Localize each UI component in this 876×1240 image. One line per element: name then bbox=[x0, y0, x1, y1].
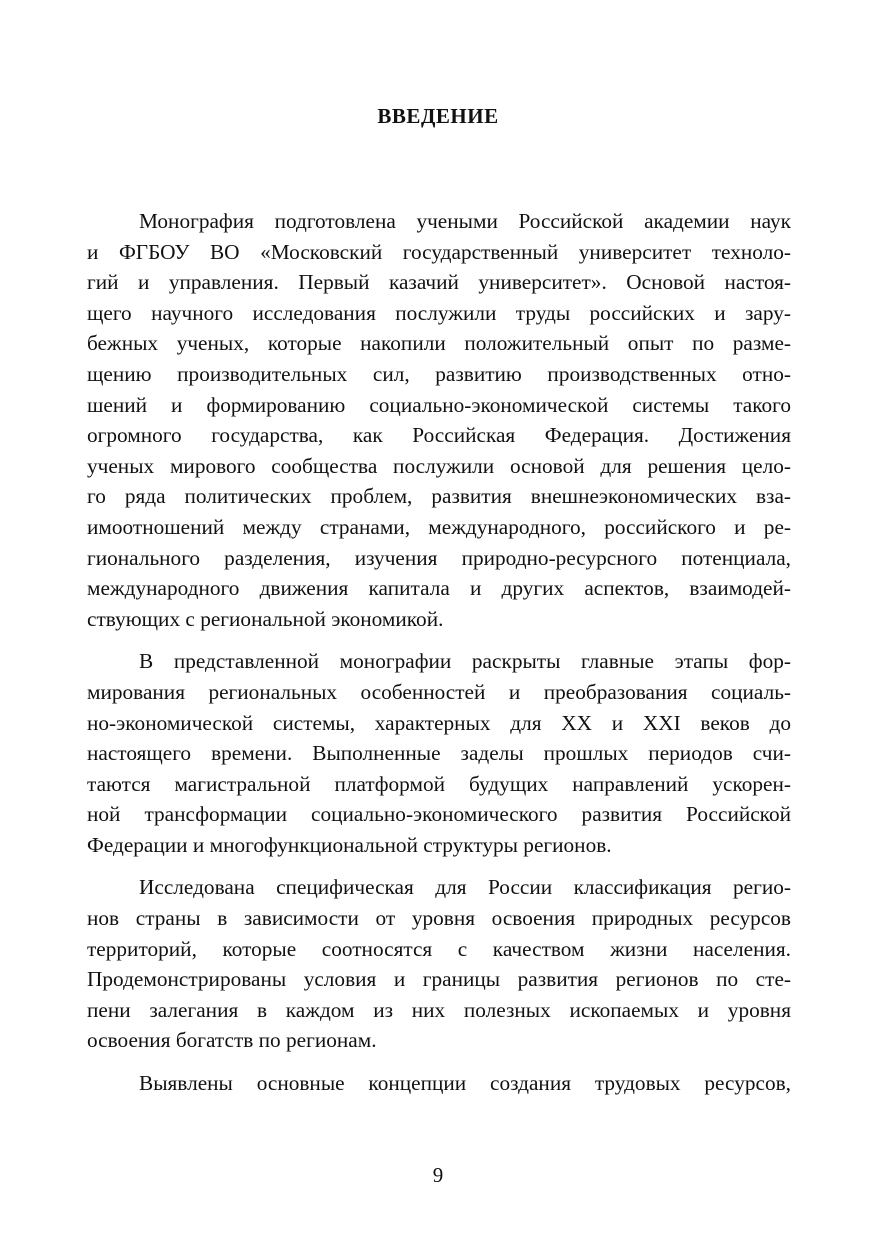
text-line: Исследована специфическая для России классификация регио- bbox=[139, 875, 791, 900]
text-line: бежных ученых, которые накопили положительный опыт по разме- bbox=[87, 331, 791, 356]
text-line: Монография подготовлена учеными Российской академии наук bbox=[139, 209, 791, 233]
text-line: таются магистральной платформой будущих направлений ускорен- bbox=[87, 771, 791, 796]
text-line: мирования региональных особенностей и преобразования социаль- bbox=[87, 679, 791, 704]
paragraph-spacing bbox=[87, 1056, 791, 1068]
text-line: нов страны в зависимости от уровня освоения природных ресурсов bbox=[87, 906, 791, 931]
text-line: ной трансформации социально-экономического развития Российской bbox=[87, 802, 791, 827]
text-line: и ФГБОУ ВО «Московский государственный университет техноло- bbox=[87, 239, 791, 264]
text-line: го ряда политических проблем, развития внешнеэкономических вза- bbox=[87, 484, 791, 509]
text-line: щению производительных сил, развитию производственных отно- bbox=[87, 361, 791, 386]
text-line: огромного государства, как Российская Федерация. Достижения bbox=[87, 423, 791, 448]
text-line: Выявлены основные концепции создания трудовых ресурсов, bbox=[139, 1071, 791, 1096]
page-title: ВВЕДЕНИЕ bbox=[377, 104, 499, 128]
text-line: В представленной монографии раскрыты главные этапы фор- bbox=[139, 649, 791, 674]
text-line: гий и управления. Первый казачий университет». Основой настоя- bbox=[87, 270, 791, 295]
paragraph-3 bbox=[87, 872, 791, 1056]
text-line: Федерации и многофункциональной структуры регионов. bbox=[87, 832, 612, 857]
text-line: ученых мирового сообщества послужили основой для решения цело- bbox=[87, 453, 791, 478]
paragraph-spacing bbox=[87, 634, 791, 646]
paragraph-spacing bbox=[87, 860, 791, 872]
text-line: но-экономической системы, характерных для XX и XXI веков до bbox=[87, 710, 791, 735]
text-line: Продемонстрированы условия и границы развития регионов по сте- bbox=[87, 967, 791, 992]
text-line: имоотношений между странами, международного, российского и ре- bbox=[87, 514, 791, 539]
body-text bbox=[87, 206, 791, 1099]
text-line: щего научного исследования послужили труды российских и зару- bbox=[87, 300, 791, 325]
text-line: шений и формированию социально-экономической системы такого bbox=[87, 392, 791, 417]
text-line: освоения богатств по регионам. bbox=[87, 1028, 377, 1053]
text-line: настоящего времени. Выполненные заделы прошлых периодов счи- bbox=[87, 741, 791, 766]
text-line: пени залегания в каждом из них полезных ископаемых и уровня bbox=[87, 997, 791, 1022]
page-number: 9 bbox=[432, 1163, 444, 1187]
text-line: международного движения капитала и других аспектов, взаимодей- bbox=[87, 576, 791, 601]
text-line: ствующих с региональной экономикой. bbox=[87, 606, 444, 631]
text-line: территорий, которые соотносятся с качеством жизни населения. bbox=[87, 936, 791, 961]
text-line: гионального разделения, изучения природно-ресурсного потенциала, bbox=[87, 545, 791, 570]
paragraph-1 bbox=[87, 206, 791, 634]
paragraph-2 bbox=[87, 646, 791, 860]
paragraph-4 bbox=[87, 1068, 791, 1099]
